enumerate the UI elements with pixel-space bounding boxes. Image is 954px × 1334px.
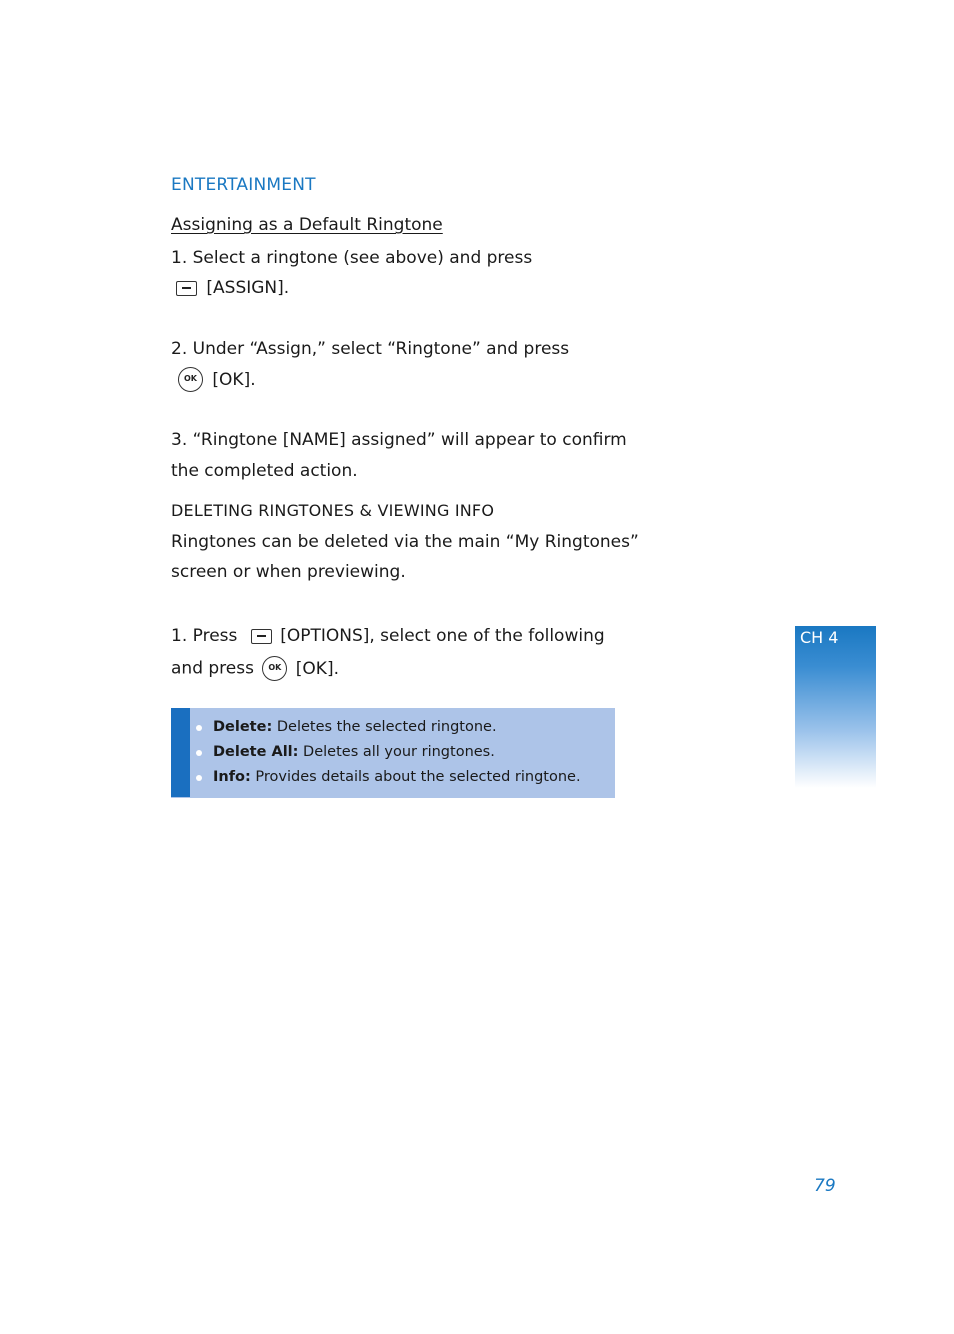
assign-step3-line1: 3. “Ringtone [NAME] assigned” will appear to confirm xyxy=(171,430,627,450)
assign-step1-key-line xyxy=(176,277,289,299)
assign-step1-text: 1. Select a ringtone (see above) and press xyxy=(171,248,533,268)
option-term: Delete: xyxy=(213,719,273,735)
options-list xyxy=(195,715,581,790)
option-desc: Deletes all your ringtones. xyxy=(298,744,495,760)
delete-step1-line2 xyxy=(171,656,339,681)
delete-step1-prefix: 1. Press xyxy=(171,626,238,646)
assign-step2-text: 2. Under “Assign,” select “Ringtone” and press xyxy=(171,339,570,359)
assign-subheading: Assigning as a Default Ringtone xyxy=(171,215,443,235)
option-desc: Provides details about the selected ringtone. xyxy=(250,769,581,785)
chapter-label: CH 4 xyxy=(800,628,839,647)
ok-key-icon: OK xyxy=(262,656,287,681)
option-delete-all xyxy=(195,740,581,765)
and-press-text: and press xyxy=(171,658,254,679)
left-softkey-icon xyxy=(176,281,197,296)
ok-key-label: [OK]. xyxy=(295,658,339,679)
option-term: Info: xyxy=(213,769,251,785)
ok-key-icon: OK xyxy=(178,367,203,392)
option-term: Delete All: xyxy=(213,744,299,760)
option-desc: Deletes the selected ringtone. xyxy=(272,719,497,735)
assign-step2-key-line xyxy=(178,367,256,392)
delete-heading: DELETING RINGTONES & VIEWING INFO xyxy=(171,501,495,520)
delete-intro-line1: Ringtones can be deleted via the main “My Ringtones” xyxy=(171,532,639,552)
page-number: 79 xyxy=(814,1176,836,1196)
options-key-text: [OPTIONS], select one of the following xyxy=(280,626,605,646)
ok-key-label: [OK]. xyxy=(212,369,256,390)
assign-step3-line2: the completed action. xyxy=(171,461,358,481)
section-header: ENTERTAINMENT xyxy=(171,175,316,195)
delete-intro-line2: screen or when previewing. xyxy=(171,562,406,582)
option-delete xyxy=(195,715,581,740)
info-box-accent-bar xyxy=(171,708,190,797)
left-softkey-icon xyxy=(251,629,272,644)
delete-step1-line1 xyxy=(171,625,605,647)
option-info xyxy=(195,765,581,790)
options-info-box xyxy=(171,708,615,798)
assign-key-label: [ASSIGN]. xyxy=(206,278,290,298)
chapter-tab xyxy=(795,626,876,788)
